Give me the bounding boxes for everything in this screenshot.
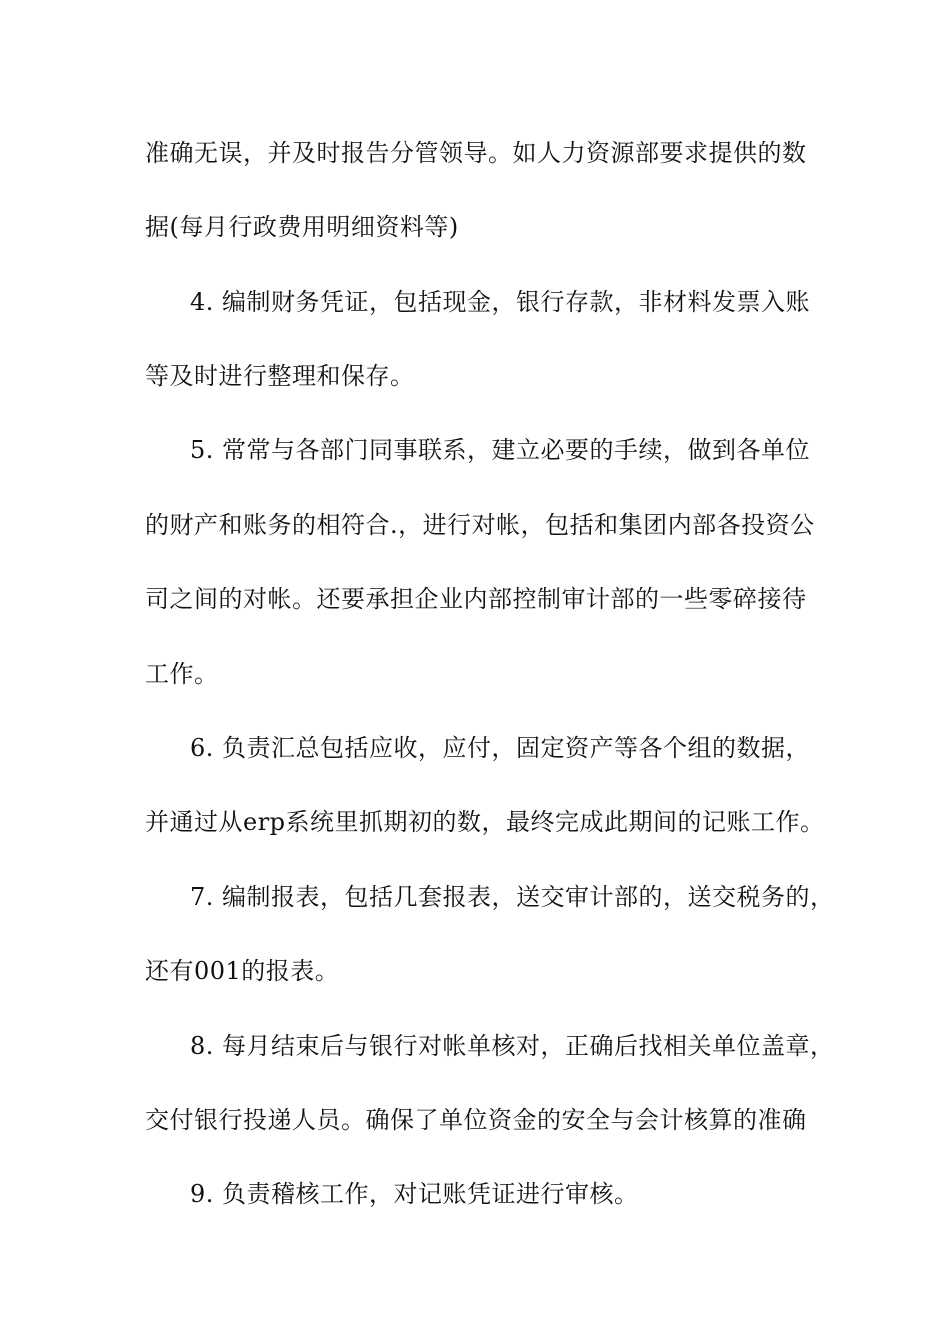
text-line: 5. 常常与各部门同事联系，建立必要的手续，做到各单位 xyxy=(190,436,811,464)
text-line: 等及时进行整理和保存。 xyxy=(145,362,415,390)
text-line: 9. 负责稽核工作，对记账凭证进行审核。 xyxy=(190,1180,639,1208)
text-line: 据(每月行政费用明细资料等) xyxy=(145,213,459,241)
text-line: 准确无误，并及时报告分管领导。如人力资源部要求提供的数 xyxy=(145,139,807,167)
text-line: 工作。 xyxy=(145,660,219,688)
text-line: 7. 编制报表，包括几套报表，送交审计部的，送交税务的， xyxy=(190,883,835,911)
text-line: 交付银行投递人员。确保了单位资金的安全与会计核算的准确 xyxy=(145,1106,807,1134)
text-line: 并通过从erp系统里抓期初的数，最终完成此期间的记账工作。 xyxy=(145,808,825,836)
text-line: 4. 编制财务凭证，包括现金，银行存款，非材料发票入账 xyxy=(190,288,811,316)
text-line: 还有001的报表。 xyxy=(145,957,340,985)
text-line: 的财产和账务的相符合.，进行对帐，包括和集团内部各投资公 xyxy=(145,511,815,539)
text-line: 6. 负责汇总包括应收，应付，固定资产等各个组的数据， xyxy=(190,734,811,762)
text-line: 8. 每月结束后与银行对帐单核对，正确后找相关单位盖章， xyxy=(190,1032,835,1060)
text-line: 司之间的对帐。还要承担企业内部控制审计部的一些零碎接待 xyxy=(145,585,807,613)
